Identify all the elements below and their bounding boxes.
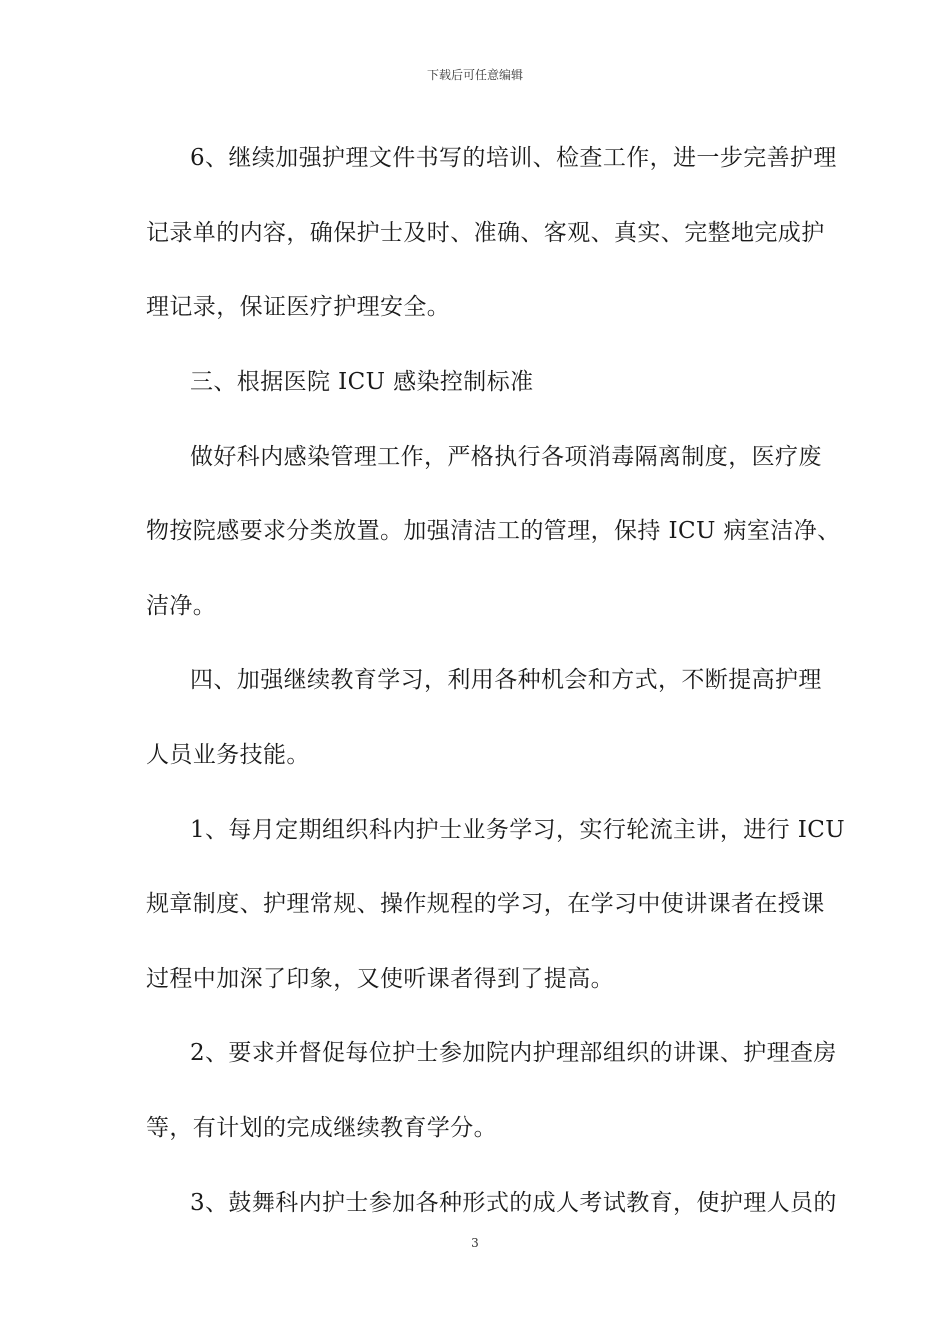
body-line: 记录单的内容，确保护士及时、准确、客观、真实、完整地完成护	[146, 220, 825, 246]
body-line: 3、鼓舞科内护士参加各种形式的成人考试教育，使护理人员的	[190, 1190, 837, 1216]
page-number: 3	[471, 1236, 479, 1250]
body-line: 人员业务技能。	[146, 742, 310, 768]
body-line: 做好科内感染管理工作，严格执行各项消毒隔离制度，医疗废	[190, 444, 822, 470]
body-line: 2、要求并督促每位护士参加院内护理部组织的讲课、护理查房	[190, 1040, 837, 1066]
body-line: 规章制度、护理常规、操作规程的学习，在学习中使讲课者在授课	[146, 891, 825, 917]
header-note: 下载后可任意编辑	[426, 68, 523, 82]
section-heading: 三、根据医院 ICU 感染控制标准	[190, 369, 534, 395]
body-line: 6、继续加强护理文件书写的培训、检查工作，进一步完善护理	[190, 145, 837, 171]
body-line: 物按院感要求分类放置。加强清洁工的管理，保持 ICU 病室洁净、	[146, 518, 841, 544]
section-heading: 四、加强继续教育学习，利用各种机会和方式，不断提高护理	[190, 667, 822, 693]
body-line: 1、每月定期组织科内护士业务学习，实行轮流主讲，进行 ICU	[190, 817, 846, 843]
body-line: 过程中加深了印象，又使听课者得到了提高。	[146, 966, 614, 992]
body-line: 理记录，保证医疗护理安全。	[146, 294, 451, 320]
body-line: 等，有计划的完成继续教育学分。	[146, 1115, 497, 1141]
body-line: 洁净。	[146, 593, 217, 619]
